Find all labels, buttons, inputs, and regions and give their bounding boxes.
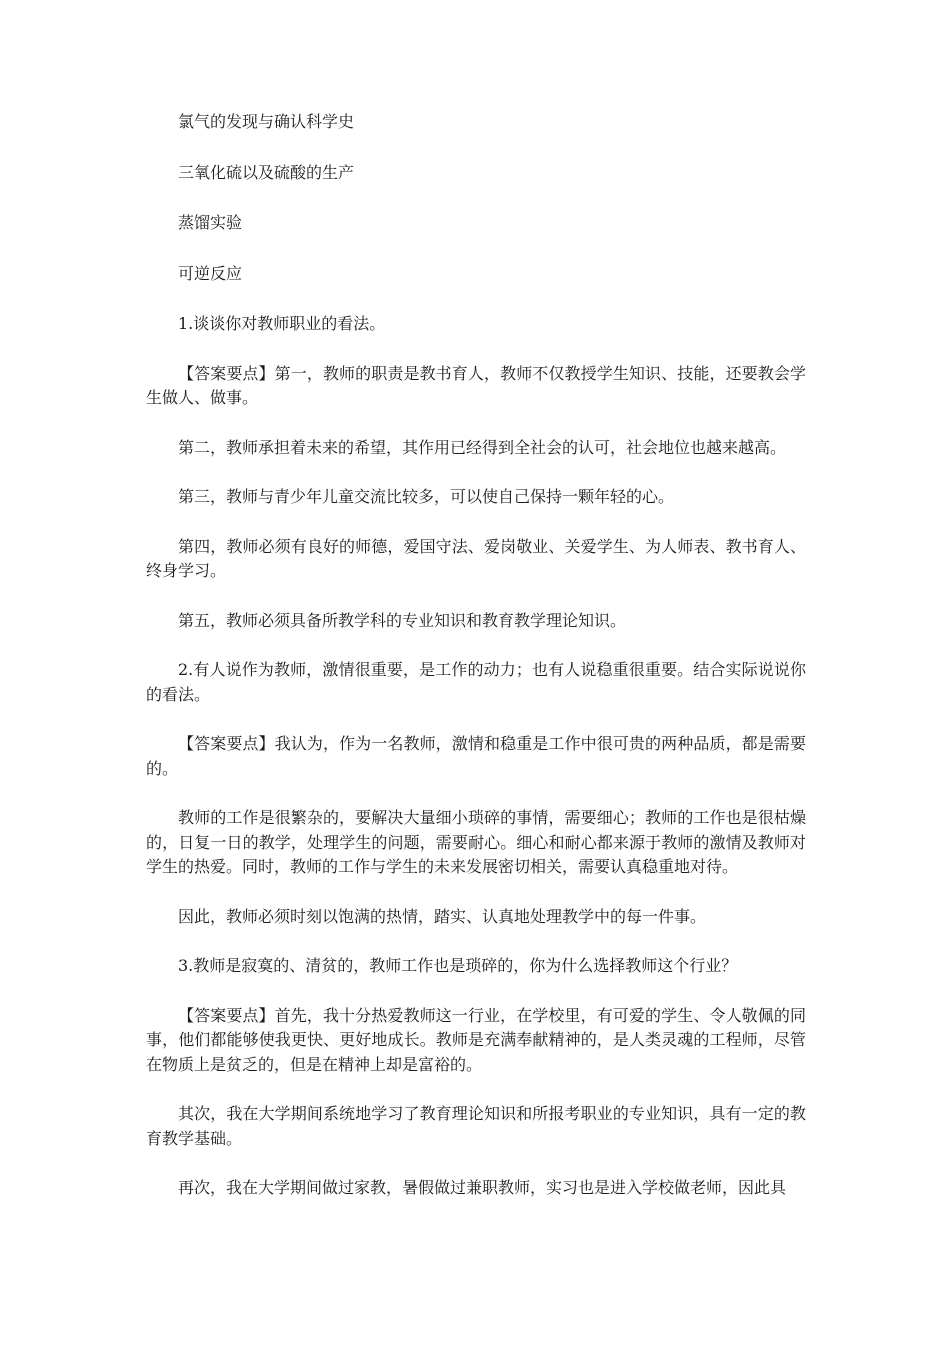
answer-paragraph: 【答案要点】首先，我十分热爱教师这一行业，在学校里，有可爱的学生、令人敬佩的同事，他们都能够使我更快、更好地成长。教师是充满奉献精神的，是人类灵魂的工程师，尽管在物质上是贫乏的，但是在精神上却是富裕的。: [146, 1005, 806, 1074]
question-1: 1.谈谈你对教师职业的看法。: [178, 314, 386, 333]
topic-line: 三氧化硫以及硫酸的生产: [178, 162, 355, 182]
answer-paragraph: 第五，教师必须具备所教学科的专业知识和教育教学理论知识。: [178, 610, 627, 630]
answer-paragraph: 【答案要点】第一，教师的职责是教书育人，教师不仅教授学生知识、技能，还要教会学生做人、做事。: [146, 363, 806, 407]
question-3: 3.教师是寂寞的、清贫的，教师工作也是琐碎的，你为什么选择教师这个行业？: [178, 956, 738, 975]
topic-line: 可逆反应: [178, 263, 243, 283]
answer-paragraph: 第四，教师必须有良好的师德，爱国守法、爱岗敬业、关爱学生、为人师表、教书育人、终身学习。: [146, 536, 806, 580]
answer-paragraph: 第三，教师与青少年儿童交流比较多，可以使自己保持一颗年轻的心。: [178, 487, 675, 506]
answer-paragraph: 其次，我在大学期间系统地学习了教育理论知识和所报考职业的专业知识，具有一定的教育教学基础。: [146, 1104, 806, 1148]
document-body: [146, 110, 806, 1226]
answer-paragraph: 教师的工作是很繁杂的，要解决大量细小琐碎的事情，需要细心；教师的工作也是很枯燥的，日复一日的教学，处理学生的问题，需要耐心。细心和耐心都来源于教师的激情及教师对学生的热爱。同时，教师的工作与学生的未来发展密切相关，需要认真稳重地对待。: [146, 808, 806, 876]
topic-line: 氯气的发现与确认科学史: [178, 112, 355, 131]
answer-paragraph: 第二，教师承担着未来的希望，其作用已经得到全社会的认可，社会地位也越来越高。: [178, 437, 787, 457]
question-2: 2.有人说作为教师，激情很重要，是工作的动力；也有人说稳重很重要。结合实际说说你的看法。: [146, 660, 806, 704]
answer-paragraph: 【答案要点】我认为，作为一名教师，激情和稳重是工作中很可贵的两种品质，都是需要的。: [146, 734, 806, 778]
topic-line: 蒸馏实验: [178, 213, 243, 232]
answer-paragraph: 再次，我在大学期间做过家教，暑假做过兼职教师，实习也是进入学校做老师，因此具: [178, 1178, 787, 1197]
answer-paragraph: 因此，教师必须时刻以饱满的热情，踏实、认真地处理教学中的每一件事。: [178, 906, 707, 926]
